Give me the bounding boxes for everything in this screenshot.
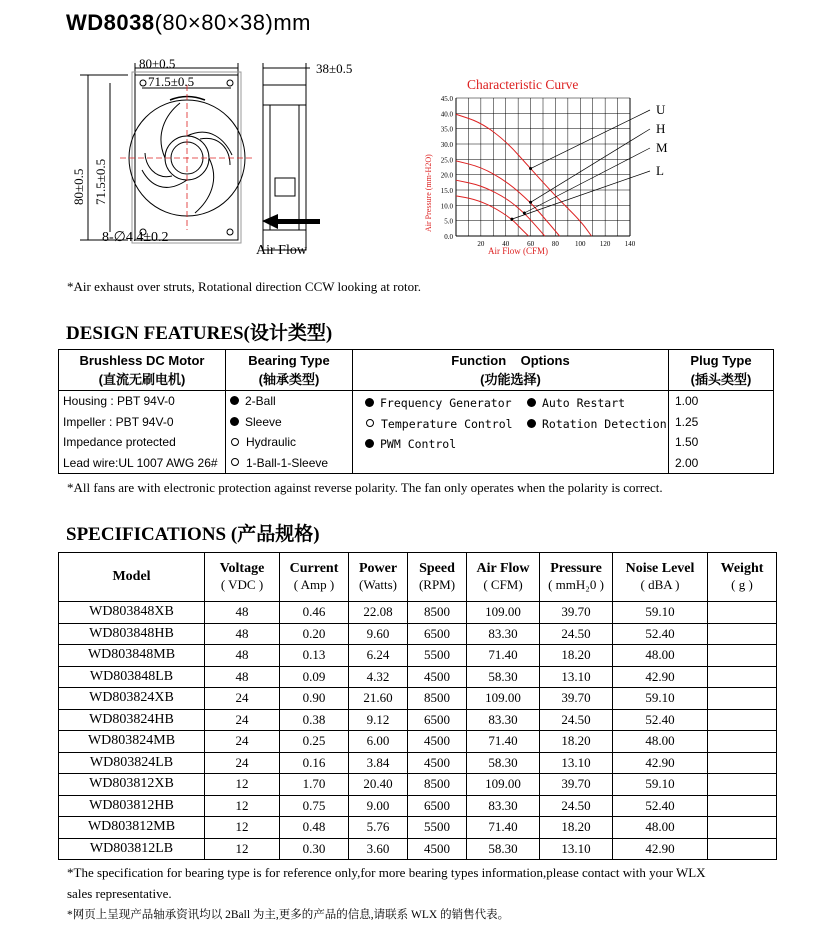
filled-dot-icon [365,439,374,448]
table-cell: 48.00 [613,731,708,753]
x-tick-label: 60 [527,240,535,248]
table-cell: 58.30 [467,666,540,688]
design-features-table [58,349,774,474]
y-tick-label: 45.0 [440,95,453,103]
table-cell: 109.00 [467,688,540,710]
filled-dot-icon [230,417,239,426]
table-row [59,602,777,624]
series-leader-line [512,171,650,219]
table-cell: 83.30 [467,709,540,731]
model-cell: WD803824LB [59,752,205,774]
series-marker [529,201,532,204]
table-cell [708,688,777,710]
table-cell: 0.90 [280,688,349,710]
table-cell: 4500 [408,838,467,860]
table-cell: 6500 [408,795,467,817]
function-option: Rotation Detection [523,414,667,435]
model-cell: WD803812LB [59,838,205,860]
table-cell [708,602,777,624]
table-cell: 109.00 [467,774,540,796]
model-cell: WD803824MB [59,731,205,753]
dim-holes: 8-∅4.4±0.2 [102,230,169,245]
table-cell: 0.30 [280,838,349,860]
table-row [59,645,777,667]
dim-width-outer: 80±0.5 [139,56,176,71]
empty-dot-icon [366,419,374,427]
table-cell: 5500 [408,645,467,667]
characteristic-curve-chart [418,72,680,262]
table-cell: 48 [205,623,280,645]
table-cell: 0.38 [280,709,349,731]
series-label: U [656,102,666,117]
table-cell: 0.48 [280,817,349,839]
table-cell [708,838,777,860]
y-tick-label: 0.0 [444,233,453,241]
table-cell: 48 [205,645,280,667]
series-marker [523,212,526,215]
y-tick-label: 5.0 [444,217,453,226]
air-exhaust-note: *Air exhaust over struts, Rotational direction CCW looking at rotor. [67,279,421,294]
y-tick-label: 35.0 [440,125,453,134]
list-item: Housing : PBT 94V-0 [63,394,175,408]
table-cell: 0.13 [280,645,349,667]
x-tick-label: 20 [477,240,485,248]
table-cell: 4500 [408,666,467,688]
table-cell: 21.60 [349,688,408,710]
x-tick-label: 120 [599,240,611,248]
bearing-option: 1-Ball-1-Sleeve [226,453,352,474]
table-cell: 52.40 [613,709,708,731]
table-cell: 39.70 [540,602,613,624]
y-tick-label: 40.0 [440,110,453,119]
series-leader-line [531,110,650,169]
function-option: Auto Restart [523,393,667,414]
table-cell: 6500 [408,623,467,645]
table-cell: 71.40 [467,645,540,667]
y-tick-label: 10.0 [440,202,453,211]
table-row [59,752,777,774]
list-item: 1.25 [675,414,699,429]
series-leader-line [531,129,650,202]
motor-header: Brushless DC Motor (直流无刷电机) [59,350,226,391]
table-cell: 18.20 [540,731,613,753]
page-title [66,10,311,36]
table-cell: 9.60 [349,623,408,645]
fan-drawing [60,55,400,270]
table-cell: 24.50 [540,623,613,645]
table-cell: 24 [205,709,280,731]
bearing-note-line1: *The specification for bearing type is for reference only,for more bearing types information,please contact with your WLX [67,865,706,880]
filled-dot-icon [365,398,374,407]
list-item: Impeller : PBT 94V-0 [63,414,174,429]
bearing-option: Sleeve [226,412,352,433]
table-cell: 24 [205,688,280,710]
empty-dot-icon [231,438,239,446]
table-cell: 39.70 [540,774,613,796]
table-cell [708,817,777,839]
table-cell: 0.20 [280,623,349,645]
model-cell: WD803848MB [59,645,205,667]
x-tick-label: 80 [551,240,559,248]
model-cell: WD803848XB [59,602,205,624]
list-item: 2.00 [675,455,699,470]
table-cell [708,645,777,667]
dim-height-inner: 71.5±0.5 [93,158,108,205]
table-cell: 24 [205,731,280,753]
table-cell: 6.24 [349,645,408,667]
model-cell: WD803848LB [59,666,205,688]
model-cell: WD803812HB [59,795,205,817]
x-tick-label: 100 [575,240,586,248]
table-cell: 4.32 [349,666,408,688]
table-row [59,688,777,710]
table-cell: 58.30 [467,752,540,774]
chart-title: Characteristic Curve [467,77,579,92]
table-cell: 8500 [408,602,467,624]
filled-dot-icon [527,419,536,428]
table-cell: 5500 [408,817,467,839]
table-cell: 0.16 [280,752,349,774]
table-cell [708,709,777,731]
table-cell: 58.30 [467,838,540,860]
y-tick-label: 20.0 [440,171,453,180]
table-row [59,709,777,731]
filled-dot-icon [230,396,239,405]
table-row [59,666,777,688]
table-cell: 3.60 [349,838,408,860]
x-tick-label: 40 [502,240,510,248]
model-cell: WD803824XB [59,688,205,710]
bearing-header: Bearing Type (轴承类型) [226,350,353,391]
table-cell: 48 [205,666,280,688]
function-header: Function Options (功能选择) [353,350,669,391]
table-cell: 71.40 [467,731,540,753]
table-cell: 83.30 [467,623,540,645]
table-cell: 9.00 [349,795,408,817]
series-marker [529,167,532,170]
table-cell: 1.70 [280,774,349,796]
table-cell: 42.90 [613,752,708,774]
table-cell [708,666,777,688]
table-row [59,623,777,645]
table-cell: 18.20 [540,817,613,839]
chart-xlabel: Air Flow (CFM) [488,246,549,256]
table-cell: 22.08 [349,602,408,624]
table-cell: 0.46 [280,602,349,624]
design-features-heading: DESIGN FEATURES(设计类型) [66,323,333,344]
spec-header-cell: Voltage ( VDC ) [205,553,280,602]
list-item: Impedance protected [63,435,176,449]
table-cell: 0.25 [280,731,349,753]
spec-header-cell: Air Flow ( CFM) [467,553,540,602]
model-cell: WD803812MB [59,817,205,839]
table-cell: 42.90 [613,838,708,860]
spec-header-cell: Pressure ( mmH₂0 ) [540,553,613,602]
table-cell: 8500 [408,688,467,710]
series-label: L [656,163,664,178]
table-cell [708,731,777,753]
dim-width-inner: 71.5±0.5 [148,74,195,89]
table-cell: 83.30 [467,795,540,817]
function-column-right [519,393,667,431]
model-cell: WD803848HB [59,623,205,645]
spec-header-cell: Speed (RPM) [408,553,467,602]
table-cell: 12 [205,795,280,817]
table-cell: 48 [205,602,280,624]
table-cell: 4500 [408,731,467,753]
series-label: H [656,121,666,136]
table-row [59,731,777,753]
series-marker [510,218,513,221]
table-cell [708,774,777,796]
function-option: PWM Control [361,434,513,455]
spec-header-cell: Model [59,553,205,602]
list-item: 1.00 [675,394,699,408]
table-cell: 48.00 [613,645,708,667]
specifications-heading: SPECIFICATIONS (产品规格) [66,524,320,545]
table-cell: 24.50 [540,709,613,731]
table-cell: 59.10 [613,602,708,624]
table-cell [708,623,777,645]
series-line-L [456,196,528,236]
filled-dot-icon [527,398,536,407]
series-line-M [456,180,545,236]
table-cell: 12 [205,838,280,860]
table-cell: 39.70 [540,688,613,710]
table-cell: 24.50 [540,795,613,817]
bearing-option: 2-Ball [226,391,352,412]
list-item: 1.50 [675,435,699,449]
table-cell: 13.10 [540,666,613,688]
table-row [59,774,777,796]
table-cell: 24 [205,752,280,774]
table-cell: 0.75 [280,795,349,817]
model-dimensions: (80×80×38)mm [154,10,312,35]
table-cell: 52.40 [613,795,708,817]
plug-header: Plug Type (插头类型) [669,350,774,391]
chart-ylabel: Air Pressure (mm-H2O) [424,154,433,232]
table-cell: 59.10 [613,688,708,710]
table-cell [708,795,777,817]
table-cell: 4500 [408,752,467,774]
table-cell: 13.10 [540,752,613,774]
y-tick-label: 15.0 [440,187,453,195]
spec-header-cell: Weight ( g ) [708,553,777,602]
table-cell: 6.00 [349,731,408,753]
table-cell: 6500 [408,709,467,731]
spec-header-cell: Noise Level ( dBA ) [613,553,708,602]
table-cell: 18.20 [540,645,613,667]
table-cell: 71.40 [467,817,540,839]
list-item: Lead wire:UL 1007 AWG 26# [63,455,218,470]
function-option: Temperature Control [361,414,513,435]
x-tick-label: 140 [624,240,636,248]
dim-height-outer: 80±0.5 [71,168,86,205]
function-column-left [357,393,513,451]
model-name: WD8038 [66,10,155,35]
bearing-option: Hydraulic [226,432,352,453]
table-row [59,795,777,817]
dim-depth: 38±0.5 [316,61,353,76]
polarity-note: *All fans are with electronic protection against reverse polarity. The fan only operates when the polarity is correct. [67,480,663,495]
table-cell: 48.00 [613,817,708,839]
table-cell: 13.10 [540,838,613,860]
table-cell: 42.90 [613,666,708,688]
table-cell: 12 [205,774,280,796]
table-cell: 20.40 [349,774,408,796]
table-cell: 5.76 [349,817,408,839]
table-cell: 3.84 [349,752,408,774]
table-cell: 9.12 [349,709,408,731]
y-tick-label: 30.0 [440,141,453,149]
model-cell: WD803824HB [59,709,205,731]
motor-specs [59,391,226,474]
spec-header-cell: Power (Watts) [349,553,408,602]
table-cell: 59.10 [613,774,708,796]
bearing-note-line2: sales representative. [67,886,172,901]
table-cell: 52.40 [613,623,708,645]
table-cell: 109.00 [467,602,540,624]
airflow-arrow-icon [262,214,320,229]
function-options [353,391,669,474]
table-row [59,817,777,839]
plug-options [669,391,774,474]
empty-dot-icon [231,458,239,466]
table-cell: 0.09 [280,666,349,688]
series-label: M [656,140,668,155]
model-cell: WD803812XB [59,774,205,796]
bearing-options [226,391,353,474]
table-cell: 12 [205,817,280,839]
series-line-U [456,114,591,236]
table-cell [708,752,777,774]
airflow-label: Air Flow [256,243,307,258]
spec-header-cell: Current ( Amp ) [280,553,349,602]
y-tick-label: 25.0 [440,156,453,165]
specifications-table [58,552,777,860]
table-row [59,838,777,860]
chinese-note: *网页上呈现产品轴承资讯均以 2Ball 为主,更多的产品的信息,请联系 WLX 的销售代表。 [67,909,510,921]
table-cell: 8500 [408,774,467,796]
function-option: Frequency Generator [361,393,513,414]
